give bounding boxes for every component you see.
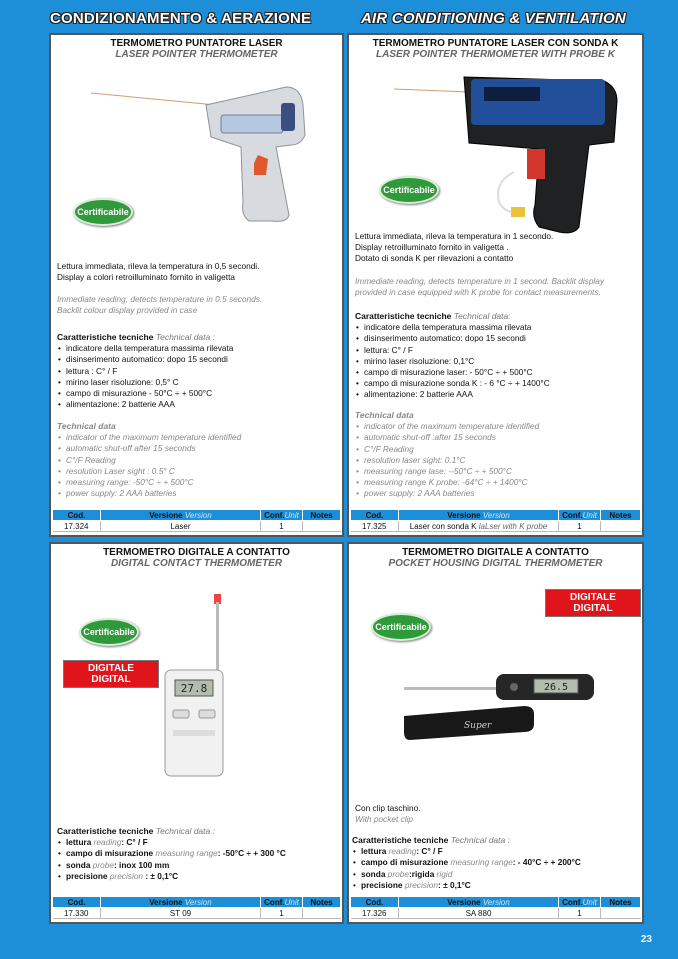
product-panel-laser [49,33,344,537]
tech-specs-it: Caratteristiche tecniche Technical data : • indicatore della temperatura massima rilevata • disinserimento automatico: dopo 15 secondi • lettura : C° / F • mirino laser risoluzione: 0,5° C • campo di misurazione - 50°C ÷ + 500°C • alimentazione: 2 batterie AAA [57,332,233,410]
spec-item: • mirino laser risoluzione: 0,1°C [355,356,550,367]
description: Con clip taschino. With pocket clip [355,803,421,824]
table-row: 17.325 Laser con sonda K laLser with K probe 1 [351,521,641,532]
spec-item: • measuring range lase: --50°C ÷ + 500°C [355,466,539,477]
spec-item: • measuring range: -50°C ÷ + 500°C [57,477,241,488]
tech-specs-it: Caratteristiche tecniche Technical data: • indicatore della temperatura massima rilevata • disinserimento automatico: dopo 15 secondi • lettura: C° / F • mirino laser risoluzione: 0,1°C • campo di misurazione laser: - 50°C ÷ + 500°C • campo di misurazione sonda K : - 6 °C ÷ + 1400°C • alimentazione: 2 batterie AAA [355,311,550,401]
spec-item: • sonda probe:rigida rigid [352,869,581,880]
product-panel-pocket-digital [347,542,644,924]
lcd-display: 26.5 [543,682,569,693]
spec-item: • power supply: 2 AAA batteries [355,488,539,499]
product-subtitle: LASER POINTER THERMOMETER WITH PROBE K [376,49,615,60]
spec-item: • indicatore della temperatura massima rilevata [57,343,233,354]
spec-item: • mirino laser risoluzione: 0,5° C [57,377,233,388]
page-number: 23 [640,934,652,945]
spec-item: • indicator of the maximum temperature identified [355,421,539,432]
certificabile-badge: Certificabile [379,176,439,204]
product-panel-digital-contact [49,542,344,924]
spec-item: • alimentazione: 2 batterie AAA [57,399,233,410]
product-title: TERMOMETRO PUNTATORE LASER [110,38,283,49]
table-row: 17.324 Laser 1 [53,521,341,532]
spec-item: • automatic shut-off :after 15 seconds [355,432,539,443]
lcd-display: 27.8 [180,682,208,695]
product-table: Cod. Versione Version Conf.Unit Notes 17.325 Laser con sonda K laLser with K probe 1 [350,509,641,532]
product-subtitle: POCKET HOUSING DIGITAL THERMOMETER [388,558,603,569]
spec-item: • precisione precision: ± 0,1°C [352,880,581,891]
description-it: Lettura immediata, rileva la temperatura in 0,5 secondi. Display a colori retroilluminato fornito in valigetta [57,261,260,282]
description-en: Immediate reading, detects temperature in 0.5 seconds. Backlit colour display provided in case [57,294,263,315]
spec-item: • resolution laser sight: 0.1°C [355,455,539,466]
spec-item: • campo di misurazione laser: - 50°C ÷ + 500°C [355,367,550,378]
product-title: TERMOMETRO PUNTATORE LASER CON SONDA K [372,38,619,49]
certificabile-badge: Certificabile [79,618,139,646]
spec-item: • campo di misurazione measuring range: -50°C ÷ + 300 °C [57,848,286,859]
product-subtitle: LASER POINTER THERMOMETER [115,49,278,60]
spec-item: • precisione precision : ± 0,1°C [57,871,286,882]
table-row: 17.326 SA 880 1 [351,908,641,919]
spec-item: • automatic shut-off after 15 seconds [57,443,241,454]
spec-item: • disinserimento automatico: dopo 15 secondi [57,354,233,365]
spec-item: • C°/F Reading [355,444,539,455]
product-table: Cod. Versione Version Conf.Unit Notes 17.324 Laser 1 [52,509,341,532]
table-row: 17.330 ST 09 1 [53,908,341,919]
header-left: CONDIZIONAMENTO & AERAZIONE [50,10,312,27]
spec-item: • alimentazione: 2 batterie AAA [355,389,550,400]
product-title: TERMOMETRO DIGITALE A CONTATTO [103,547,290,558]
digital-contact-thermometer-image [161,594,241,779]
pocket-thermometer-image [404,666,604,741]
spec-item: • sonda probe: inox 100 mm [57,860,286,871]
spec-item: • campo di misurazione measuring range: - 40°C ÷ + 200°C [352,857,581,868]
brand-logo: Super [464,721,492,731]
tech-specs-en: Technical data • indicator of the maximum temperature identified • automatic shut-off after 15 seconds • C°/F Reading • resolution Laser sight : 0.5° C • measuring range: -50°C ÷ + 500°C • power supply: 2 AAA batteries [57,421,241,499]
spec-item: • lettura : C° / F [57,366,233,377]
description-en: Immediate reading, detects temperature in 1 second. Backlit display provided in case equipped with K probe for contact measurements. [355,276,605,297]
product-table: Cod. Versione Version Conf.Unit Notes 17.330 ST 09 1 [52,896,341,919]
certificabile-badge: Certificabile [73,198,133,226]
spec-item: • campo di misurazione - 50°C ÷ + 500°C [57,388,233,399]
digital-badge: DIGITALE DIGITAL [545,589,641,617]
spec-item: • C°/F Reading [57,455,241,466]
laser-probe-thermometer-image [389,67,629,237]
tech-specs: Caratteristiche tecniche Technical data : • lettura reading: C° / F • campo di misurazione measuring range: - 40°C ÷ + 200°C • sonda probe:rigida rigid • precisione precision: ± 0,1°C [352,835,581,891]
spec-item: • power supply: 2 AAA batteries [57,488,241,499]
product-title: TERMOMETRO DIGITALE A CONTATTO [402,547,589,558]
spec-item: • measuring range K probe: -64°C ÷ + 1400°C [355,477,539,488]
spec-item: • indicatore della temperatura massima rilevata [355,322,550,333]
tech-specs-en: Technical data • indicator of the maximum temperature identified • automatic shut-off :after 15 seconds • C°/F Reading • resolution laser sight: 0.1°C • measuring range lase: --50°C ÷ + 500°C • measuring range K probe: -64°C ÷ + 1400°C • power supply: 2 AAA batteries [355,410,539,500]
description-it: Lettura immediata, rileva la temperatura in 1 secondo. Display retroilluminato fornito in valigetta . Dotato di sonda K per rilevazioni a contatto [355,231,554,263]
spec-item: • lettura reading: C° / F [57,837,286,848]
spec-item: • resolution Laser sight : 0.5° C [57,466,241,477]
spec-item: • disinserimento automatico: dopo 15 secondi [355,333,550,344]
spec-item: • lettura: C° / F [355,345,550,356]
spec-item: • campo di misurazione sonda K : - 6 °C ÷ + 1400°C [355,378,550,389]
product-table: Cod. Versione Version Conf.Unit Notes 17.326 SA 880 1 [350,896,641,919]
spec-item: • lettura reading: C° / F [352,846,581,857]
digital-badge: DIGITALE DIGITAL [63,660,159,688]
certificabile-badge: Certificabile [371,613,431,641]
header-right: AIR CONDITIONING & VENTILATION [361,10,626,27]
laser-thermometer-image [91,75,331,225]
tech-specs: Caratteristiche tecniche Technical data : • lettura reading: C° / F • campo di misurazione measuring range: -50°C ÷ + 300 °C • sonda probe: inox 100 mm • precisione precision : ± 0,1°C [57,826,286,882]
spec-item: • indicator of the maximum temperature identified [57,432,241,443]
product-subtitle: DIGITAL CONTACT THERMOMETER [110,558,283,569]
product-panel-laser-probe [347,33,644,537]
